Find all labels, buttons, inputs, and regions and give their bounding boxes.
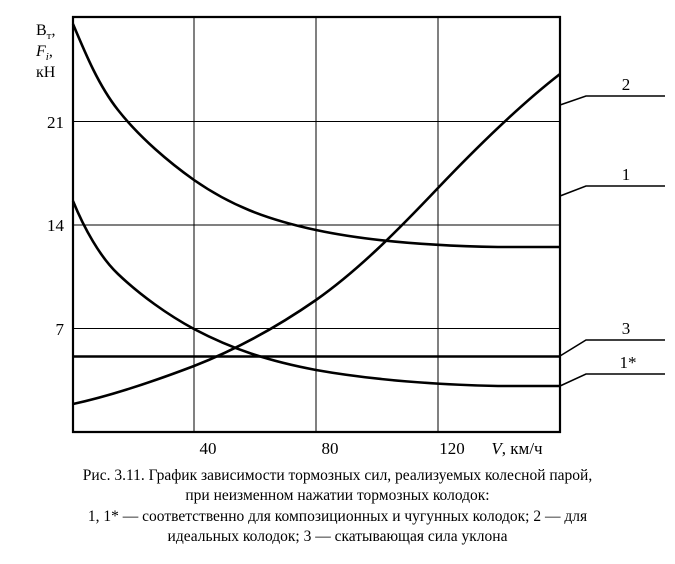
caption-line-4: идеальных колодок; 3 — скатывающая сила уклона (167, 528, 508, 546)
y-tick-label-7: 7 (55, 320, 64, 339)
y-tick-label-14: 14 (47, 216, 64, 235)
x-tick-label-40: 40 (199, 439, 217, 458)
y-axis-symbol-f: F (36, 43, 46, 61)
x-axis-title: V, км/ч (491, 439, 543, 458)
x-tick-label-120: 120 (439, 439, 465, 458)
callout-label-1-star: 1* (619, 353, 637, 372)
y-axis-unit: кН (36, 64, 56, 82)
y-axis-comma-2: , (48, 43, 53, 61)
figure-caption (8, 466, 667, 548)
y-axis-symbol-f-sub: i (45, 51, 49, 64)
callout-leader-1 (560, 186, 665, 196)
y-tick-label-21: 21 (47, 113, 64, 132)
callout-leader-2 (560, 96, 665, 105)
caption-line-2: при неизменном нажатии тормозных колодок: (185, 487, 490, 505)
callout-label-1: 1 (621, 165, 631, 184)
callout-leaders (560, 96, 665, 386)
caption-line-1: Рис. 3.11. График зависимости тормозных сил, реализуемых колесной парой, (82, 467, 593, 484)
caption-line-3: 1, 1* — соответственно для композиционных и чугунных колодок; 2 — для (87, 507, 588, 525)
y-axis-symbol-bt: B (36, 22, 47, 39)
callout-leader-3 (560, 340, 665, 356)
y-axis-comma-1: , (51, 22, 56, 39)
callout-leader-1-star (560, 374, 665, 386)
x-tick-label-80: 80 (321, 439, 339, 458)
y-axis-symbol-bt-sub: т (46, 30, 52, 43)
callout-label-3: 3 (621, 319, 631, 338)
callout-label-2: 2 (621, 75, 631, 94)
